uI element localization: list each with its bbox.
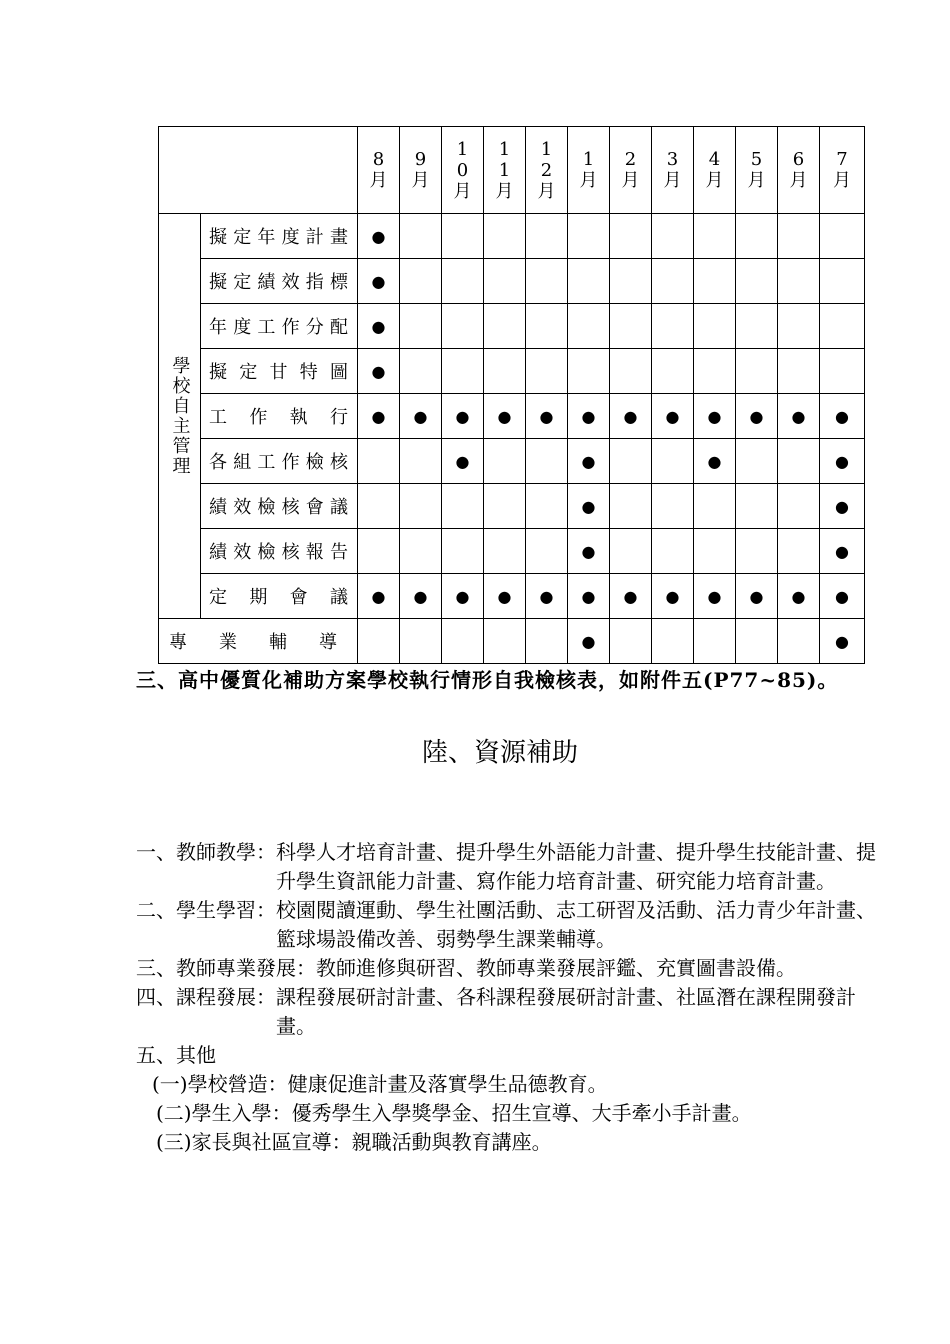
schedule-cell <box>568 619 610 664</box>
schedule-cell <box>694 394 736 439</box>
dot-marker: ● <box>835 406 849 426</box>
dot-marker: ● <box>413 406 428 426</box>
schedule-cell <box>358 394 400 439</box>
table-corner-cell <box>159 127 358 214</box>
schedule-cell <box>694 574 736 619</box>
schedule-cell <box>736 394 778 439</box>
list-item <box>136 954 876 983</box>
schedule-cell <box>442 349 484 394</box>
group-label: 學校自主管理 <box>169 356 191 476</box>
item-text: 課程發展研討計畫、各科課程發展研討計畫、社區潛在課程開發計畫。 <box>276 985 856 1038</box>
gantt-table <box>158 126 865 664</box>
schedule-cell <box>610 214 652 259</box>
month-label: 5月 <box>747 149 766 191</box>
dot-marker: ● <box>371 226 386 246</box>
schedule-cell <box>526 304 568 349</box>
schedule-cell <box>568 394 610 439</box>
others-sub-item: (二)學生入學：優秀學生入學獎學金、招生宣導、大手牽小手計畫。 <box>156 1101 752 1125</box>
schedule-cell <box>484 259 526 304</box>
table-row <box>159 214 865 259</box>
dot-marker: ● <box>371 271 386 291</box>
task-label: 擬定績效指標 <box>201 259 358 304</box>
schedule-cell <box>568 574 610 619</box>
schedule-cell <box>610 304 652 349</box>
month-label: 2月 <box>621 149 640 191</box>
schedule-cell <box>820 484 865 529</box>
schedule-cell <box>610 439 652 484</box>
month-header <box>652 127 694 214</box>
table-row <box>159 304 865 349</box>
schedule-cell <box>652 439 694 484</box>
month-header <box>400 127 442 214</box>
schedule-cell <box>400 214 442 259</box>
table-row <box>159 529 865 574</box>
schedule-cell <box>400 304 442 349</box>
list-item <box>136 896 876 954</box>
schedule-cell <box>694 484 736 529</box>
month-header <box>820 127 865 214</box>
list-item <box>136 983 876 1041</box>
schedule-cell <box>442 529 484 574</box>
schedule-cell <box>442 304 484 349</box>
schedule-cell <box>778 484 820 529</box>
schedule-cell <box>526 574 568 619</box>
schedule-cell <box>820 214 865 259</box>
dot-marker: ● <box>371 361 386 381</box>
schedule-cell <box>442 574 484 619</box>
dot-marker: ● <box>835 541 849 561</box>
table-row <box>159 259 865 304</box>
month-label: 1月 <box>579 149 598 191</box>
month-header <box>778 127 820 214</box>
schedule-cell <box>526 529 568 574</box>
dot-marker: ● <box>539 586 554 606</box>
schedule-cell <box>736 529 778 574</box>
task-label: 績效檢核會議 <box>201 484 358 529</box>
schedule-cell <box>694 619 736 664</box>
schedule-cell <box>694 529 736 574</box>
schedule-cell <box>400 484 442 529</box>
schedule-cell <box>442 259 484 304</box>
dot-marker: ● <box>749 406 764 426</box>
dot-marker: ● <box>455 586 470 606</box>
month-header <box>358 127 400 214</box>
schedule-cell <box>526 619 568 664</box>
others-sub-item: (三)家長與社區宣導：親職活動與教育講座。 <box>156 1130 552 1154</box>
task-label: 擬定甘特圖 <box>201 349 358 394</box>
schedule-cell <box>484 214 526 259</box>
item-text: 教師進修與研習、教師專業發展評鑑、充實圖書設備。 <box>316 956 796 980</box>
others-sub-item: (一)學校營造：健康促進計畫及落實學生品德教育。 <box>152 1072 608 1096</box>
dot-marker: ● <box>665 406 680 426</box>
schedule-cell <box>568 349 610 394</box>
resource-list <box>136 838 876 1157</box>
month-label: 4月 <box>705 149 724 191</box>
schedule-cell <box>610 394 652 439</box>
others-title: 五、其他 <box>136 1043 216 1067</box>
schedule-cell <box>610 484 652 529</box>
task-label: 工作執行 <box>201 394 358 439</box>
schedule-cell <box>778 304 820 349</box>
task-label: 定期會議 <box>201 574 358 619</box>
schedule-cell <box>400 529 442 574</box>
schedule-cell <box>652 304 694 349</box>
month-label: 6月 <box>789 149 808 191</box>
dot-marker: ● <box>665 586 680 606</box>
dot-marker: ● <box>835 496 849 516</box>
schedule-cell <box>484 619 526 664</box>
schedule-cell <box>400 574 442 619</box>
dot-marker: ● <box>707 586 722 606</box>
schedule-cell <box>652 574 694 619</box>
table-header-row <box>159 127 865 214</box>
dot-marker: ● <box>455 406 470 426</box>
schedule-cell <box>820 619 865 664</box>
note-annex: 三、高中優質化補助方案學校執行情形自我檢核表，如附件五(P77~85)。 <box>136 668 839 692</box>
month-header <box>484 127 526 214</box>
schedule-cell <box>526 484 568 529</box>
dot-marker: ● <box>497 406 512 426</box>
dot-marker: ● <box>623 406 638 426</box>
schedule-cell <box>358 484 400 529</box>
schedule-cell <box>568 304 610 349</box>
schedule-cell <box>820 259 865 304</box>
dot-marker: ● <box>791 406 806 426</box>
schedule-cell <box>442 394 484 439</box>
schedule-cell <box>400 439 442 484</box>
schedule-cell <box>526 259 568 304</box>
item-text: 校園閱讀運動、學生社團活動、志工研習及活動、活力青少年計畫、籃球場設備改善、弱勢學生課業輔導。 <box>276 898 876 951</box>
schedule-cell <box>778 574 820 619</box>
table-row <box>159 574 865 619</box>
schedule-cell <box>694 349 736 394</box>
schedule-cell <box>484 349 526 394</box>
dot-marker: ● <box>623 586 638 606</box>
schedule-cell <box>736 484 778 529</box>
schedule-cell <box>694 214 736 259</box>
schedule-cell <box>610 529 652 574</box>
schedule-cell <box>442 214 484 259</box>
schedule-cell <box>484 529 526 574</box>
dot-marker: ● <box>835 451 849 471</box>
schedule-cell <box>442 484 484 529</box>
dot-marker: ● <box>581 586 596 606</box>
schedule-cell <box>484 484 526 529</box>
schedule-cell <box>568 259 610 304</box>
item-text: 科學人才培育計畫、提升學生外語能力計畫、提升學生技能計畫、提升學生資訊能力計畫、寫作能力培育計畫、研究能力培育計畫。 <box>276 840 876 893</box>
month-label: 7月 <box>833 149 851 191</box>
schedule-cell <box>652 484 694 529</box>
schedule-cell <box>736 214 778 259</box>
schedule-cell <box>358 574 400 619</box>
schedule-cell <box>610 619 652 664</box>
month-header <box>610 127 652 214</box>
dot-marker: ● <box>791 586 806 606</box>
dot-marker: ● <box>371 406 386 426</box>
item-label: 四、課程發展： <box>136 985 276 1009</box>
schedule-cell <box>736 619 778 664</box>
schedule-cell <box>652 619 694 664</box>
month-header <box>568 127 610 214</box>
month-header <box>526 127 568 214</box>
dot-marker: ● <box>539 406 554 426</box>
schedule-cell <box>358 619 400 664</box>
table-row <box>159 484 865 529</box>
schedule-cell <box>820 439 865 484</box>
schedule-cell <box>358 304 400 349</box>
dot-marker: ● <box>835 586 849 606</box>
schedule-cell <box>526 439 568 484</box>
schedule-cell <box>778 349 820 394</box>
schedule-cell <box>358 529 400 574</box>
schedule-cell <box>568 529 610 574</box>
dot-marker: ● <box>413 586 428 606</box>
schedule-cell <box>652 259 694 304</box>
schedule-cell <box>736 349 778 394</box>
month-header <box>694 127 736 214</box>
schedule-cell <box>358 259 400 304</box>
schedule-cell <box>694 304 736 349</box>
schedule-cell <box>778 259 820 304</box>
dot-marker: ● <box>707 406 722 426</box>
schedule-cell <box>736 259 778 304</box>
month-header <box>736 127 778 214</box>
item-label: 一、教師教學： <box>136 840 276 864</box>
dot-marker: ● <box>581 496 596 516</box>
month-label: 11月 <box>495 138 514 202</box>
schedule-cell <box>778 439 820 484</box>
schedule-cell <box>778 394 820 439</box>
task-label: 各組工作檢核 <box>201 439 358 484</box>
schedule-cell <box>442 619 484 664</box>
schedule-cell <box>778 619 820 664</box>
schedule-cell <box>442 439 484 484</box>
month-label: 9月 <box>411 149 430 191</box>
dot-marker: ● <box>581 631 596 651</box>
list-item <box>136 838 876 896</box>
schedule-cell <box>610 349 652 394</box>
month-label: 8月 <box>369 149 388 191</box>
schedule-cell <box>358 439 400 484</box>
group-label-cell <box>159 214 201 619</box>
schedule-cell <box>820 304 865 349</box>
schedule-cell <box>694 439 736 484</box>
schedule-cell <box>400 259 442 304</box>
dot-marker: ● <box>581 451 596 471</box>
schedule-cell <box>400 619 442 664</box>
schedule-cell <box>484 439 526 484</box>
schedule-cell <box>400 394 442 439</box>
dot-marker: ● <box>581 541 596 561</box>
schedule-cell <box>400 349 442 394</box>
schedule-cell <box>358 349 400 394</box>
schedule-cell <box>652 349 694 394</box>
schedule-cell <box>568 484 610 529</box>
schedule-cell <box>610 574 652 619</box>
task-label: 績效檢核報告 <box>201 529 358 574</box>
schedule-cell <box>694 259 736 304</box>
schedule-cell <box>484 394 526 439</box>
item-label: 二、學生學習： <box>136 898 276 922</box>
month-label: 10月 <box>453 138 472 202</box>
table-row <box>159 619 865 664</box>
task-label: 擬定年度計畫 <box>201 214 358 259</box>
schedule-cell <box>652 529 694 574</box>
table-row <box>159 439 865 484</box>
schedule-cell <box>652 214 694 259</box>
dot-marker: ● <box>371 586 386 606</box>
schedule-cell <box>820 394 865 439</box>
schedule-cell <box>820 349 865 394</box>
schedule-cell <box>610 259 652 304</box>
task-label: 年度工作分配 <box>201 304 358 349</box>
dot-marker: ● <box>497 586 512 606</box>
schedule-cell <box>484 574 526 619</box>
dot-marker: ● <box>455 451 470 471</box>
dot-marker: ● <box>835 631 849 651</box>
dot-marker: ● <box>371 316 386 336</box>
schedule-cell <box>820 574 865 619</box>
table-row <box>159 394 865 439</box>
schedule-cell <box>736 439 778 484</box>
schedule-cell <box>568 439 610 484</box>
month-header <box>442 127 484 214</box>
dot-marker: ● <box>581 406 596 426</box>
table-row <box>159 349 865 394</box>
schedule-cell <box>820 529 865 574</box>
schedule-cell <box>526 349 568 394</box>
schedule-cell <box>568 214 610 259</box>
schedule-cell <box>736 574 778 619</box>
professional-label: 專業輔導 <box>159 619 358 664</box>
month-label: 12月 <box>537 138 556 202</box>
dot-marker: ● <box>749 586 764 606</box>
schedule-cell <box>652 394 694 439</box>
schedule-cell <box>484 304 526 349</box>
month-label: 3月 <box>663 149 682 191</box>
schedule-cell <box>358 214 400 259</box>
schedule-cell <box>526 214 568 259</box>
item-label: 三、教師專業發展： <box>136 956 316 980</box>
schedule-cell <box>736 304 778 349</box>
section-heading: 陸、資源補助 <box>421 738 578 768</box>
schedule-cell <box>526 394 568 439</box>
schedule-cell <box>778 214 820 259</box>
schedule-cell <box>778 529 820 574</box>
dot-marker: ● <box>707 451 722 471</box>
